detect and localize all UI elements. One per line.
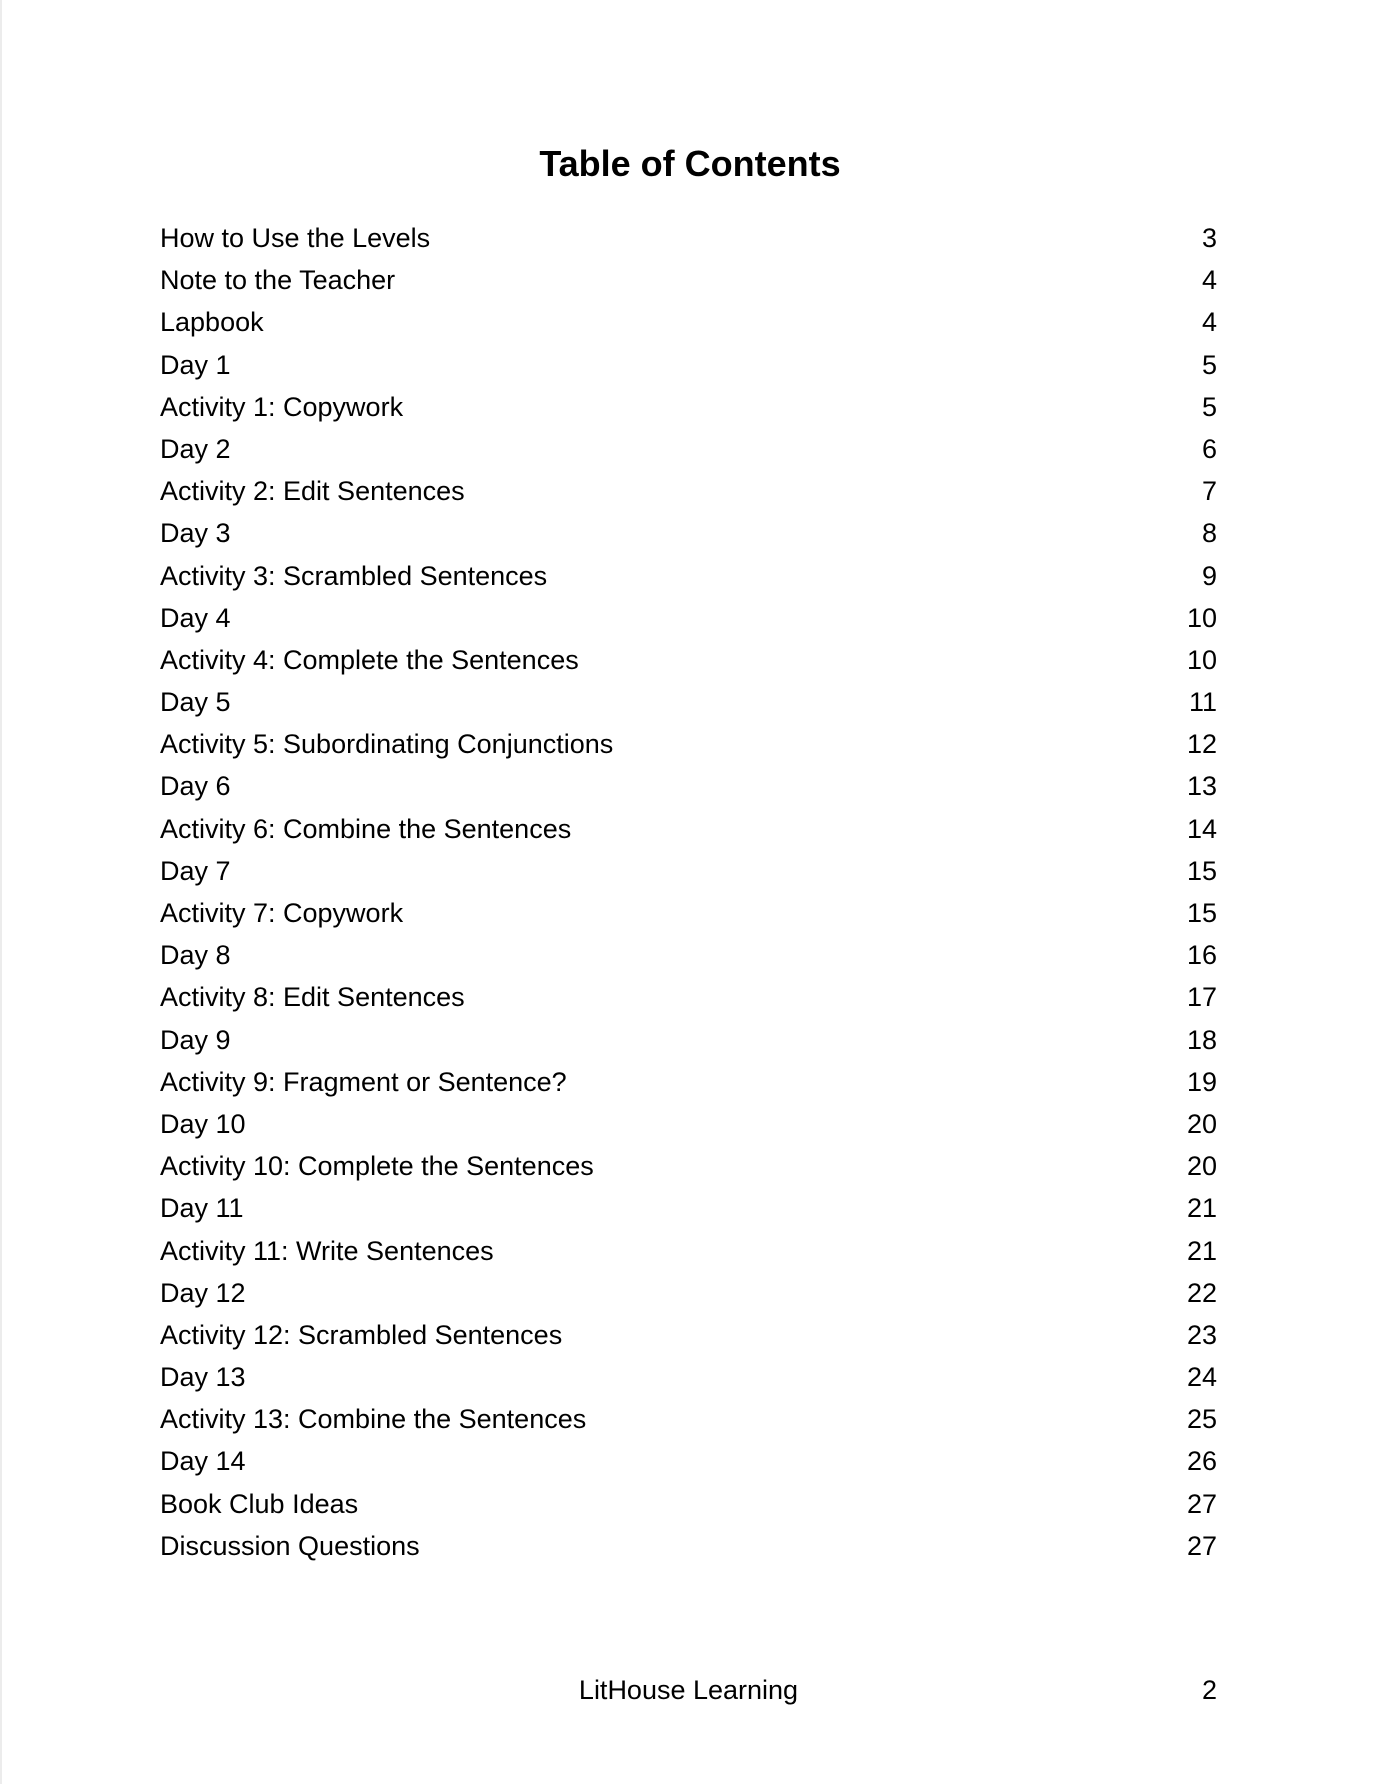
toc-entry-label: Day 11 (160, 1193, 244, 1224)
toc-entry-page: 27 (1186, 1530, 1217, 1561)
toc-entry-page: 25 (1186, 1404, 1217, 1435)
toc-entry-label: Activity 4: Complete the Sentences (160, 644, 579, 675)
toc-entry-label: Day 3 (160, 518, 231, 549)
toc-entry-page: 19 (1186, 1066, 1217, 1097)
toc-entry (160, 808, 1217, 850)
toc-entry-page: 27 (1186, 1488, 1217, 1519)
toc-entry-label: Day 9 (160, 1024, 231, 1055)
toc-entry (160, 639, 1217, 681)
footer-brand: LitHouse Learning (578, 1675, 799, 1705)
toc-entry-label: Activity 9: Fragment or Sentence? (160, 1066, 567, 1097)
toc-entry-page: 4 (1201, 307, 1217, 338)
toc-entry-label: Day 7 (160, 855, 231, 886)
toc-entry-label: Activity 8: Edit Sentences (160, 982, 465, 1013)
toc-entry (160, 1061, 1217, 1103)
toc-entry-label: Activity 2: Edit Sentences (160, 476, 465, 507)
page-title: Table of Contents (539, 143, 841, 185)
toc-entry-label: Note to the Teacher (160, 265, 396, 296)
toc-entry-label: Lapbook (160, 307, 264, 338)
footer (160, 1669, 1217, 1711)
toc-entry-page: 24 (1186, 1362, 1217, 1393)
toc-entry-page: 21 (1186, 1193, 1217, 1224)
toc-entry (160, 1230, 1217, 1272)
toc-entry-label: Day 2 (160, 433, 231, 464)
toc-entry-label: Day 6 (160, 771, 231, 802)
toc-entry-page: 16 (1186, 940, 1217, 971)
toc-entry-label: Day 12 (160, 1277, 246, 1308)
toc-entry-page: 22 (1186, 1277, 1217, 1308)
toc-entry-page: 4 (1201, 265, 1217, 296)
toc-entry-label: Activity 1: Copywork (160, 391, 404, 422)
toc-entry (160, 934, 1217, 976)
toc-entry-page: 15 (1186, 898, 1217, 928)
toc-entry-label: Book Club Ideas (160, 1488, 359, 1519)
toc-entry-page: 9 (1201, 560, 1217, 591)
toc-entry-page: 5 (1201, 391, 1217, 422)
toc-entry (160, 1145, 1217, 1187)
toc-entry-page: 13 (1186, 771, 1217, 802)
toc-entry-page: 17 (1186, 982, 1217, 1013)
toc-entry-page: 5 (1201, 349, 1217, 380)
toc-entry-label: Day 14 (160, 1446, 246, 1477)
toc-entry-label: Activity 10: Complete the Sentences (160, 1151, 594, 1182)
toc-entry-label: Activity 11: Write Sentences (160, 1235, 494, 1266)
toc-entry (160, 1356, 1217, 1398)
toc-entry-page: 14 (1186, 813, 1217, 844)
toc-entry-label: Discussion Questions (160, 1530, 420, 1561)
toc-entry-label: Activity 13: Combine the Sentences (160, 1404, 587, 1435)
toc-entry (160, 1525, 1217, 1567)
toc-entry-page: 3 (1201, 223, 1217, 253)
toc-entry (160, 301, 1217, 343)
toc-entry (160, 470, 1217, 512)
toc-entry-page: 26 (1186, 1446, 1217, 1477)
toc-entry (160, 597, 1217, 639)
toc-entry-page: 6 (1201, 433, 1217, 464)
toc-entry-page: 10 (1186, 602, 1217, 633)
toc-entry (160, 1398, 1217, 1440)
toc-entry-label: Activity 6: Combine the Sentences (160, 813, 572, 844)
toc-entry-label: Activity 3: Scrambled Sentences (160, 560, 548, 591)
toc-entry-page: 8 (1201, 518, 1217, 549)
footer-page-number: 2 (1201, 1675, 1217, 1705)
toc-entry (160, 512, 1217, 554)
toc-entry-page: 18 (1186, 1024, 1217, 1055)
toc-entry (160, 386, 1217, 428)
toc-entry-page: 12 (1186, 729, 1217, 760)
toc-entry-label: Day 4 (160, 602, 231, 633)
toc-entry-label: How to Use the Levels (160, 223, 431, 253)
toc-entry-label: Day 1 (160, 349, 231, 380)
toc-entry (160, 850, 1217, 892)
toc-entry-label: Day 13 (160, 1362, 246, 1393)
toc-entry (160, 1440, 1217, 1482)
toc-entry (160, 681, 1217, 723)
toc-entry-label: Day 10 (160, 1108, 246, 1139)
toc-entry-page: 20 (1186, 1108, 1217, 1139)
toc-entry (160, 892, 1217, 934)
toc-entry-label: Activity 5: Subordinating Conjunctions (160, 729, 614, 760)
toc-entry (160, 1019, 1217, 1061)
toc-entry (160, 1272, 1217, 1314)
toc-entry-label: Day 8 (160, 940, 231, 971)
toc-entry (160, 723, 1217, 765)
toc-entry-label: Activity 7: Copywork (160, 898, 404, 928)
toc-entry-page: 20 (1186, 1151, 1217, 1182)
page-edge (0, 0, 2, 1784)
toc-entry (160, 555, 1217, 597)
toc-entry-label: Day 5 (160, 687, 231, 718)
toc-entry (160, 1314, 1217, 1356)
toc-entry (160, 217, 1217, 259)
toc-list (160, 217, 1217, 1567)
toc-entry-page: 23 (1186, 1319, 1217, 1350)
toc-entry-page: 11 (1188, 687, 1217, 718)
toc-entry-label: Activity 12: Scrambled Sentences (160, 1319, 563, 1350)
toc-entry-page: 7 (1201, 476, 1217, 507)
toc-entry-page: 15 (1186, 855, 1217, 886)
toc-entry (160, 259, 1217, 301)
toc-entry (160, 765, 1217, 807)
toc-entry (160, 1187, 1217, 1229)
toc-entry (160, 428, 1217, 470)
toc-entry (160, 1483, 1217, 1525)
toc-entry-page: 10 (1186, 644, 1217, 675)
toc-entry (160, 976, 1217, 1018)
toc-entry (160, 1103, 1217, 1145)
toc-entry-page: 21 (1186, 1235, 1217, 1266)
toc-entry (160, 344, 1217, 386)
